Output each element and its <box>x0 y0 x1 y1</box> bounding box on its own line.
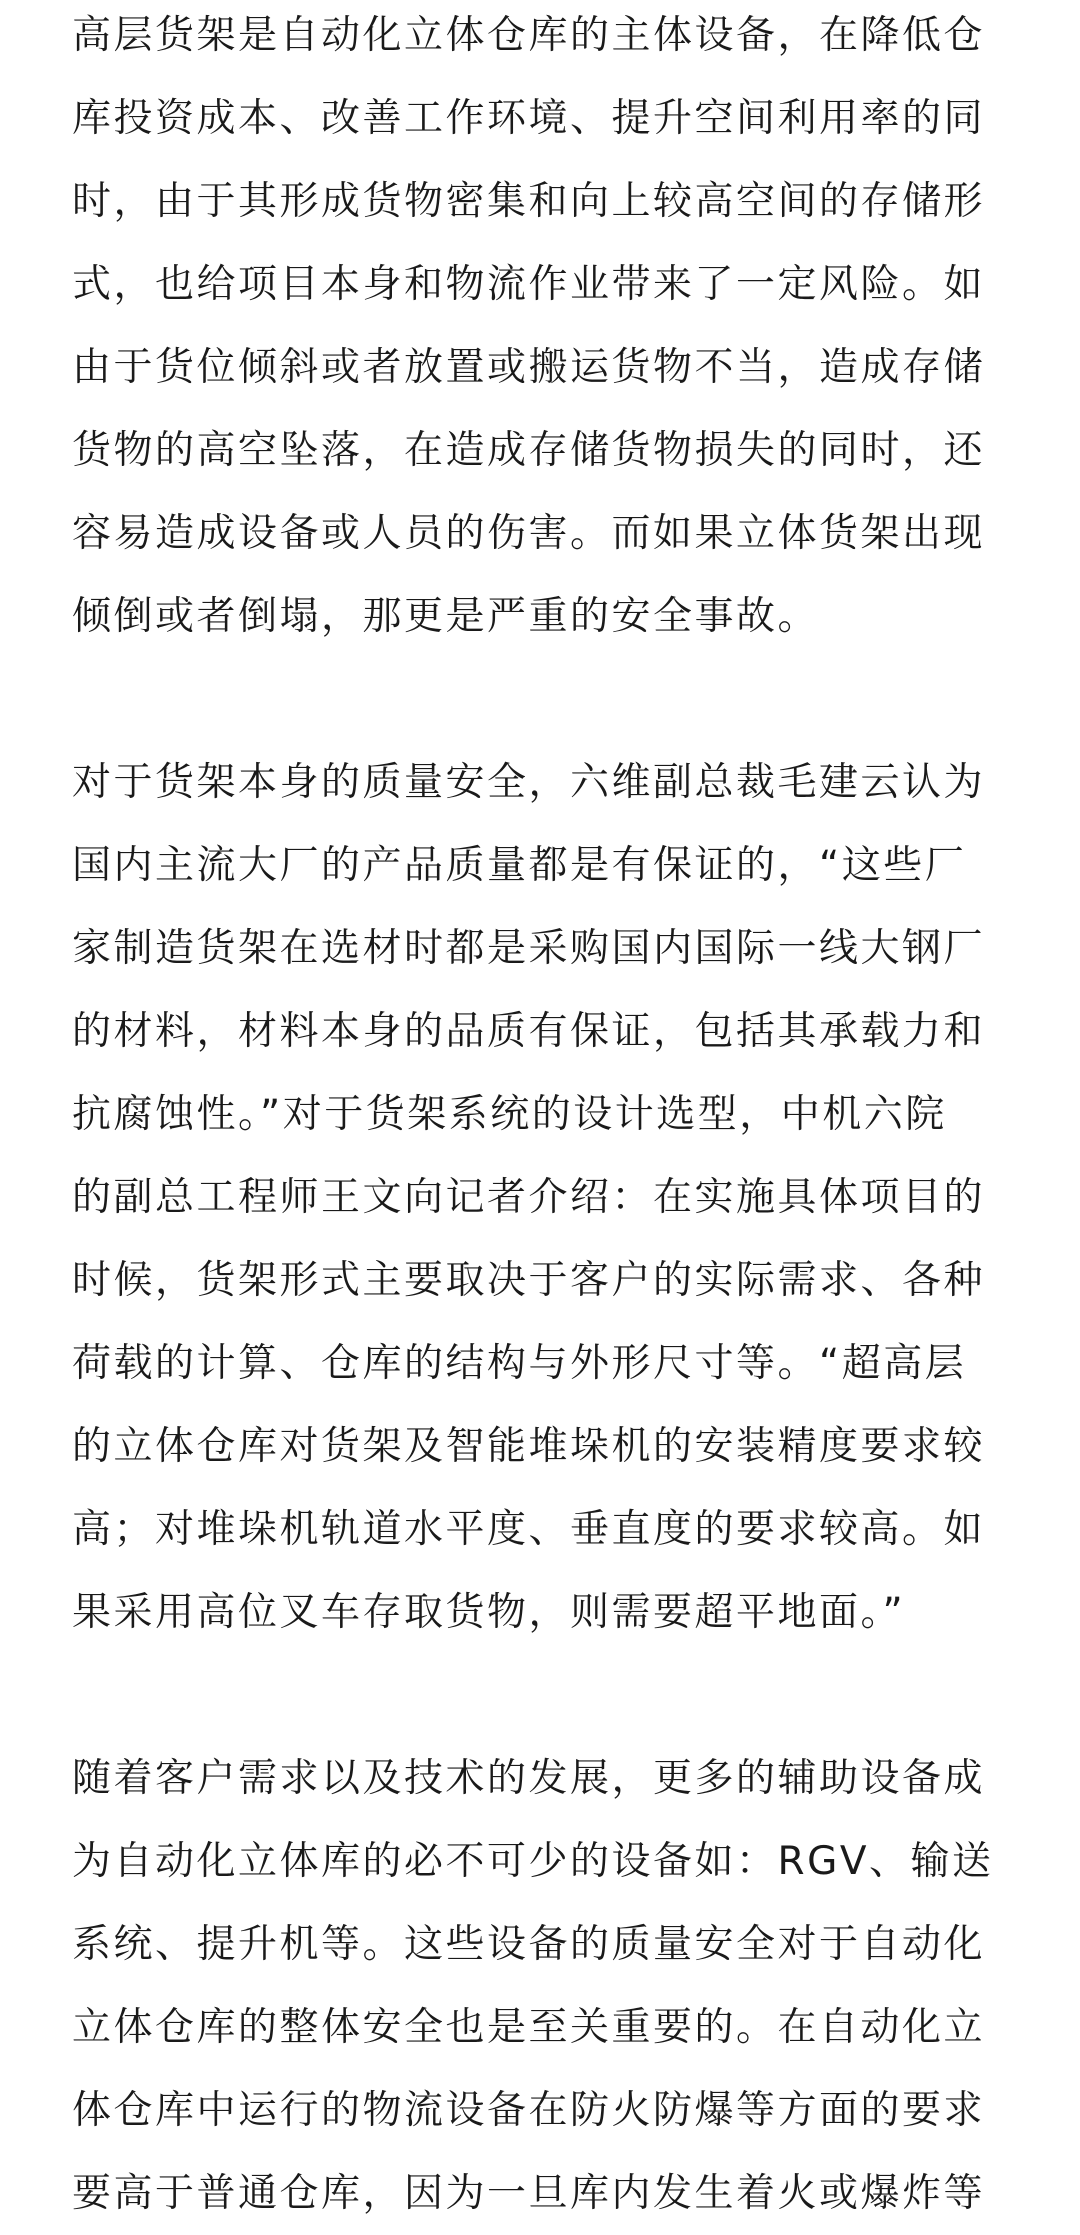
text-line: 高层货架是自动化立体仓库的主体设备，在降低仓 <box>72 13 986 58</box>
text-line: 时候，货架形式主要取决于客户的实际需求、各种 <box>72 1258 986 1303</box>
text-line: 容易造成设备或人员的伤害。而如果立体货架出现 <box>72 511 986 556</box>
text-line: 为自动化立体库的必不可少的设备如：RGV、输送 <box>72 1839 994 1884</box>
text-line: 的材料，材料本身的品质有保证，包括其承载力和 <box>72 1009 986 1054</box>
text-line: 要高于普通仓库，因为一旦库内发生着火或爆炸等 <box>72 2171 986 2216</box>
article-body <box>72 0 1008 2235</box>
text-line: 国内主流大厂的产品质量都是有保证的，“这些厂 <box>72 843 967 888</box>
text-line: 体仓库中运行的物流设备在防火防爆等方面的要求 <box>72 2088 986 2133</box>
text-line: 倾倒或者倒塌，那更是严重的安全事故。 <box>72 594 820 639</box>
text-line: 的立体仓库对货架及智能堆垛机的安装精度要求较 <box>72 1424 986 1469</box>
text-line: 家制造货架在选材时都是采购国内国际一线大钢厂 <box>72 926 986 971</box>
text-line: 立体仓库的整体安全也是至关重要的。在自动化立 <box>72 2005 986 2050</box>
text-line: 库投资成本、改善工作环境、提升空间利用率的同 <box>72 96 986 141</box>
paragraph-spacer <box>72 658 1008 741</box>
paragraph-2 <box>72 741 1008 1654</box>
paragraph-1 <box>72 0 1008 658</box>
text-line: 抗腐蚀性。”对于货架系统的设计选型，中机六院 <box>72 1092 947 1137</box>
text-line: 随着客户需求以及技术的发展，更多的辅助设备成 <box>72 1756 986 1801</box>
text-line: 荷载的计算、仓库的结构与外形尺寸等。“超高层 <box>72 1341 967 1386</box>
text-line: 果采用高位叉车存取货物，则需要超平地面。” <box>72 1590 906 1635</box>
text-line: 时，由于其形成货物密集和向上较高空间的存储形 <box>72 179 986 224</box>
text-line: 的副总工程师王文向记者介绍：在实施具体项目的 <box>72 1175 986 1220</box>
text-line: 由于货位倾斜或者放置或搬运货物不当，造成存储 <box>72 345 986 390</box>
paragraph-3 <box>72 1737 1008 2235</box>
text-line: 系统、提升机等。这些设备的质量安全对于自动化 <box>72 1922 986 1967</box>
text-line: 对于货架本身的质量安全，六维副总裁毛建云认为 <box>72 760 986 805</box>
text-line: 式，也给项目本身和物流作业带来了一定风险。如 <box>72 262 986 307</box>
paragraph-spacer <box>72 1654 1008 1737</box>
text-line: 高；对堆垛机轨道水平度、垂直度的要求较高。如 <box>72 1507 986 1552</box>
text-line: 货物的高空坠落，在造成存储货物损失的同时，还 <box>72 428 986 473</box>
